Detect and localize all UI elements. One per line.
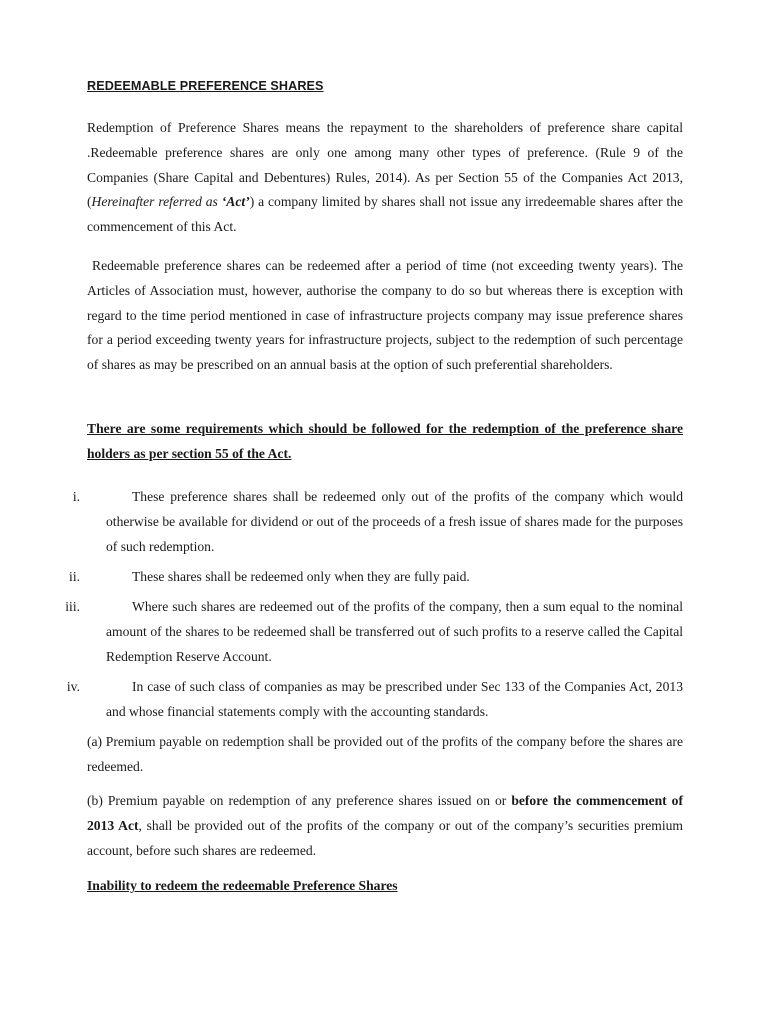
clause-b-bold-text: before the commencement of 2013 Act: [87, 793, 683, 833]
intro-italic-text: Hereinafter referred as: [91, 194, 222, 210]
requirements-heading: There are some requirements which should be followed for the redemption of the preference share holders as per section 55 of the Act.: [87, 421, 683, 461]
requirement-text: Where such shares are redeemed out of the profits of the company, then a sum equal to the nominal amount of the shares to be redeemed shall be transferred out of such profits to a reserve called the Capital Redemption Reserve Account.: [106, 599, 683, 664]
document-title: REDEEMABLE PREFERENCE SHARES: [87, 79, 324, 93]
premium-clause-a: (a) Premium payable on redemption shall be provided out of the profits of the company before the shares are redeemed.: [87, 734, 683, 774]
act-term: ‘Act’: [221, 194, 250, 210]
list-marker: i.: [72, 489, 80, 504]
requirement-text: These preference shares shall be redeemed only out of the profits of the company which would otherwise be available for dividend or out of the proceeds of a fresh issue of shares made for the purposes of such redemption.: [106, 489, 683, 554]
list-marker: iv.: [66, 679, 80, 694]
intro-text-part2: ) a company limited by shares shall not issue any irredeemable shares after the commencement of this Act.: [87, 194, 683, 235]
list-marker: ii.: [69, 569, 80, 584]
inability-heading: Inability to redeem the redeemable Preference Shares: [87, 878, 398, 893]
redemption-period-paragraph: Redeemable preference shares can be redeemed after a period of time (not exceeding twenty years). The Articles of Association must, however, authorise the company to do so but whereas there is exception with regard to the time period mentioned in case of infrastructure projects company may issue preference shares for a period exceeding twenty years for infrastructure projects, subject to the redemption of such percentage of shares as may be prescribed on an annual basis at the option of such preferential shareholders.: [87, 258, 683, 373]
intro-paragraph: [87, 116, 683, 240]
intro-text-part1: Redemption of Preference Shares means the repayment to the shareholders of preference share capital .Redeemable preference shares are only one among many other types of preference. (Rule 9 of the Companies (Share Capital and Debentures) Rules, 2014). As per Section 55 of the Companies Act 2013,(: [87, 120, 683, 210]
list-marker: iii.: [65, 599, 80, 614]
clause-b-text-part1: (b) Premium payable on redemption of any preference shares issued on or: [87, 793, 512, 808]
premium-clause-b: [87, 788, 683, 863]
requirement-text: In case of such class of companies as may be prescribed under Sec 133 of the Companies Act, 2013 and whose financial statements comply with the accounting standards.: [106, 679, 683, 719]
requirement-text: These shares shall be redeemed only when they are fully paid.: [132, 569, 470, 584]
clause-b-text-part2: , shall be provided out of the profits of the company or out of the company’s securities premium account, before such shares are redeemed.: [87, 818, 684, 858]
